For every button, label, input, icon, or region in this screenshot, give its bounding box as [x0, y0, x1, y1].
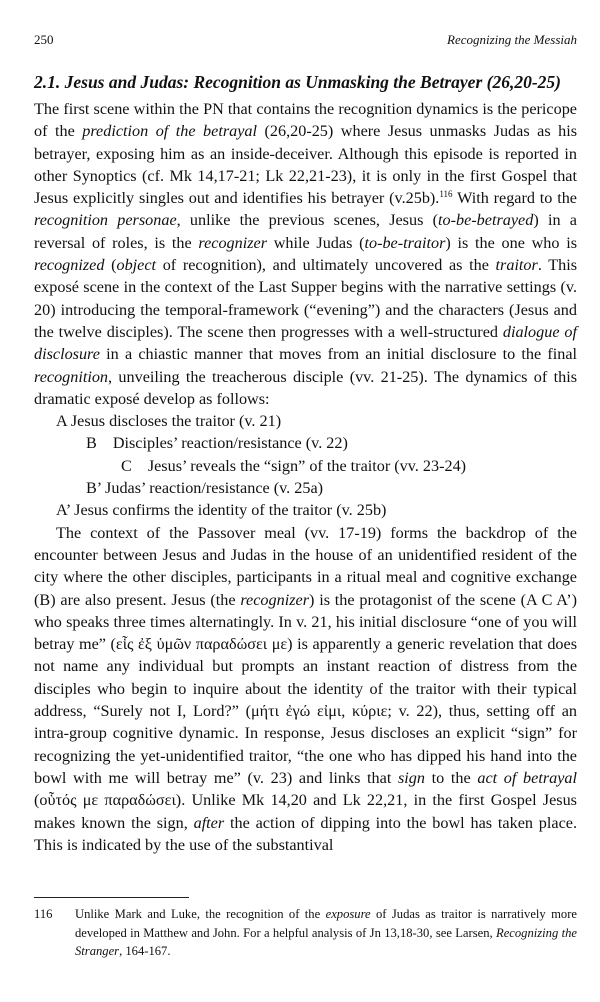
section-heading: 2.1. Jesus and Judas: Recognition as Unmasking the Betrayer (26,20-25)	[34, 72, 561, 92]
footnote-number: 116	[34, 907, 53, 921]
outline-item: A Jesus discloses the traitor (v. 21)	[56, 412, 282, 431]
footnote-text: Unlike Mark and Luke, the recognition of the exposure of Judas as traitor is narratively more developed in Matthew and John. For a helpful analysis of Jn 13,18-30, see Larsen, Recognizing the Stranger, 164-167.	[75, 907, 577, 958]
body-text	[34, 98, 577, 856]
outline-item: B’ Judas’ reaction/resistance (v. 25a)	[86, 479, 324, 498]
paragraph-2: The context of the Passover meal (vv. 17-19) forms the backdrop of the encounter between Jesus and Judas in the house of an unidentified resident of the city where the other disciples, participants in a ritual meal and cognitive exchange (B) are also present. Jesus (the recognizer) is the protagonist of the scene (A C A’) who speaks three times alternatingly. In v. 21, his initial disclosure “one of you will betray me” (εἷς ἐξ ὑμῶν παραδώσει με) is apparently a generic revelation that does not name any individual but prompts an instant reaction of distress from the disciples who begin to inquire about the identity of the traitor with their typical address, “Surely not I, Lord?” (μήτι ἐγώ εἰμι, κύριε; v. 22), thus, setting off an intra-group cognitive dynamic. In response, Jesus discloses an explicit “sign” for recognizing the yet-unidentified traitor, “the one who has dipped his hand into the bowl with me will betray me” (v. 23) and links that sign to the act of betrayal (οὗτός με παραδώσει). Unlike Mk 14,20 and Lk 22,21, in the first Gospel Jesus makes known the sign, after the action of dipping into the bowl has taken place. This is indicated by the use of the substantival	[34, 523, 577, 854]
footnote-ref[interactable]: 116	[439, 189, 453, 200]
footnote-116	[34, 905, 577, 961]
page-number: 250	[34, 32, 54, 47]
chiastic-outline	[34, 410, 577, 521]
outline-item: B Disciples’ reaction/resistance (v. 22)	[86, 434, 348, 453]
outline-item: C Jesus’ reveals the “sign” of the traitor (vv. 23-24)	[121, 456, 467, 475]
paragraph-1: The first scene within the PN that contains the recognition dynamics is the pericope of the prediction of the betrayal (26,20-25) where Jesus unmasks Judas as his betrayer, exposing him as an inside-deceiver. Although this episode is reported in other Synoptics (cf. Mk 14,17-21; Lk 22,21-23), it is only in the first Gospel that Jesus explicitly singles out and identifies his betrayer (v.25b).$^{116}$ With regard to the recognition personae, unlike the previous scenes, Jesus (to-be-betrayed) in a reversal of roles, is the recognizer while Judas (to-be-traitor) is the one who is recognized (object of recognition), and ultimately uncovered as the traitor. This exposé scene in the context of the Last Supper begins with the narrative settings (v. 20) introducing the temporal-framework (“evening”) and the characters (Jesus and the twelve disciples). The scene then progresses with a well-structured dialogue of disclosure in a chiastic manner that moves from an initial disclosure to the final recognition, unveiling the treacherous disciple (vv. 21-25). The dynamics of this dramatic exposé develop as follows:	[34, 100, 578, 408]
outline-item: A’ Jesus confirms the identity of the traitor (v. 25b)	[56, 501, 387, 520]
footnote-divider	[34, 897, 189, 898]
running-header	[34, 32, 577, 52]
running-title: Recognizing the Messiah	[447, 32, 577, 47]
